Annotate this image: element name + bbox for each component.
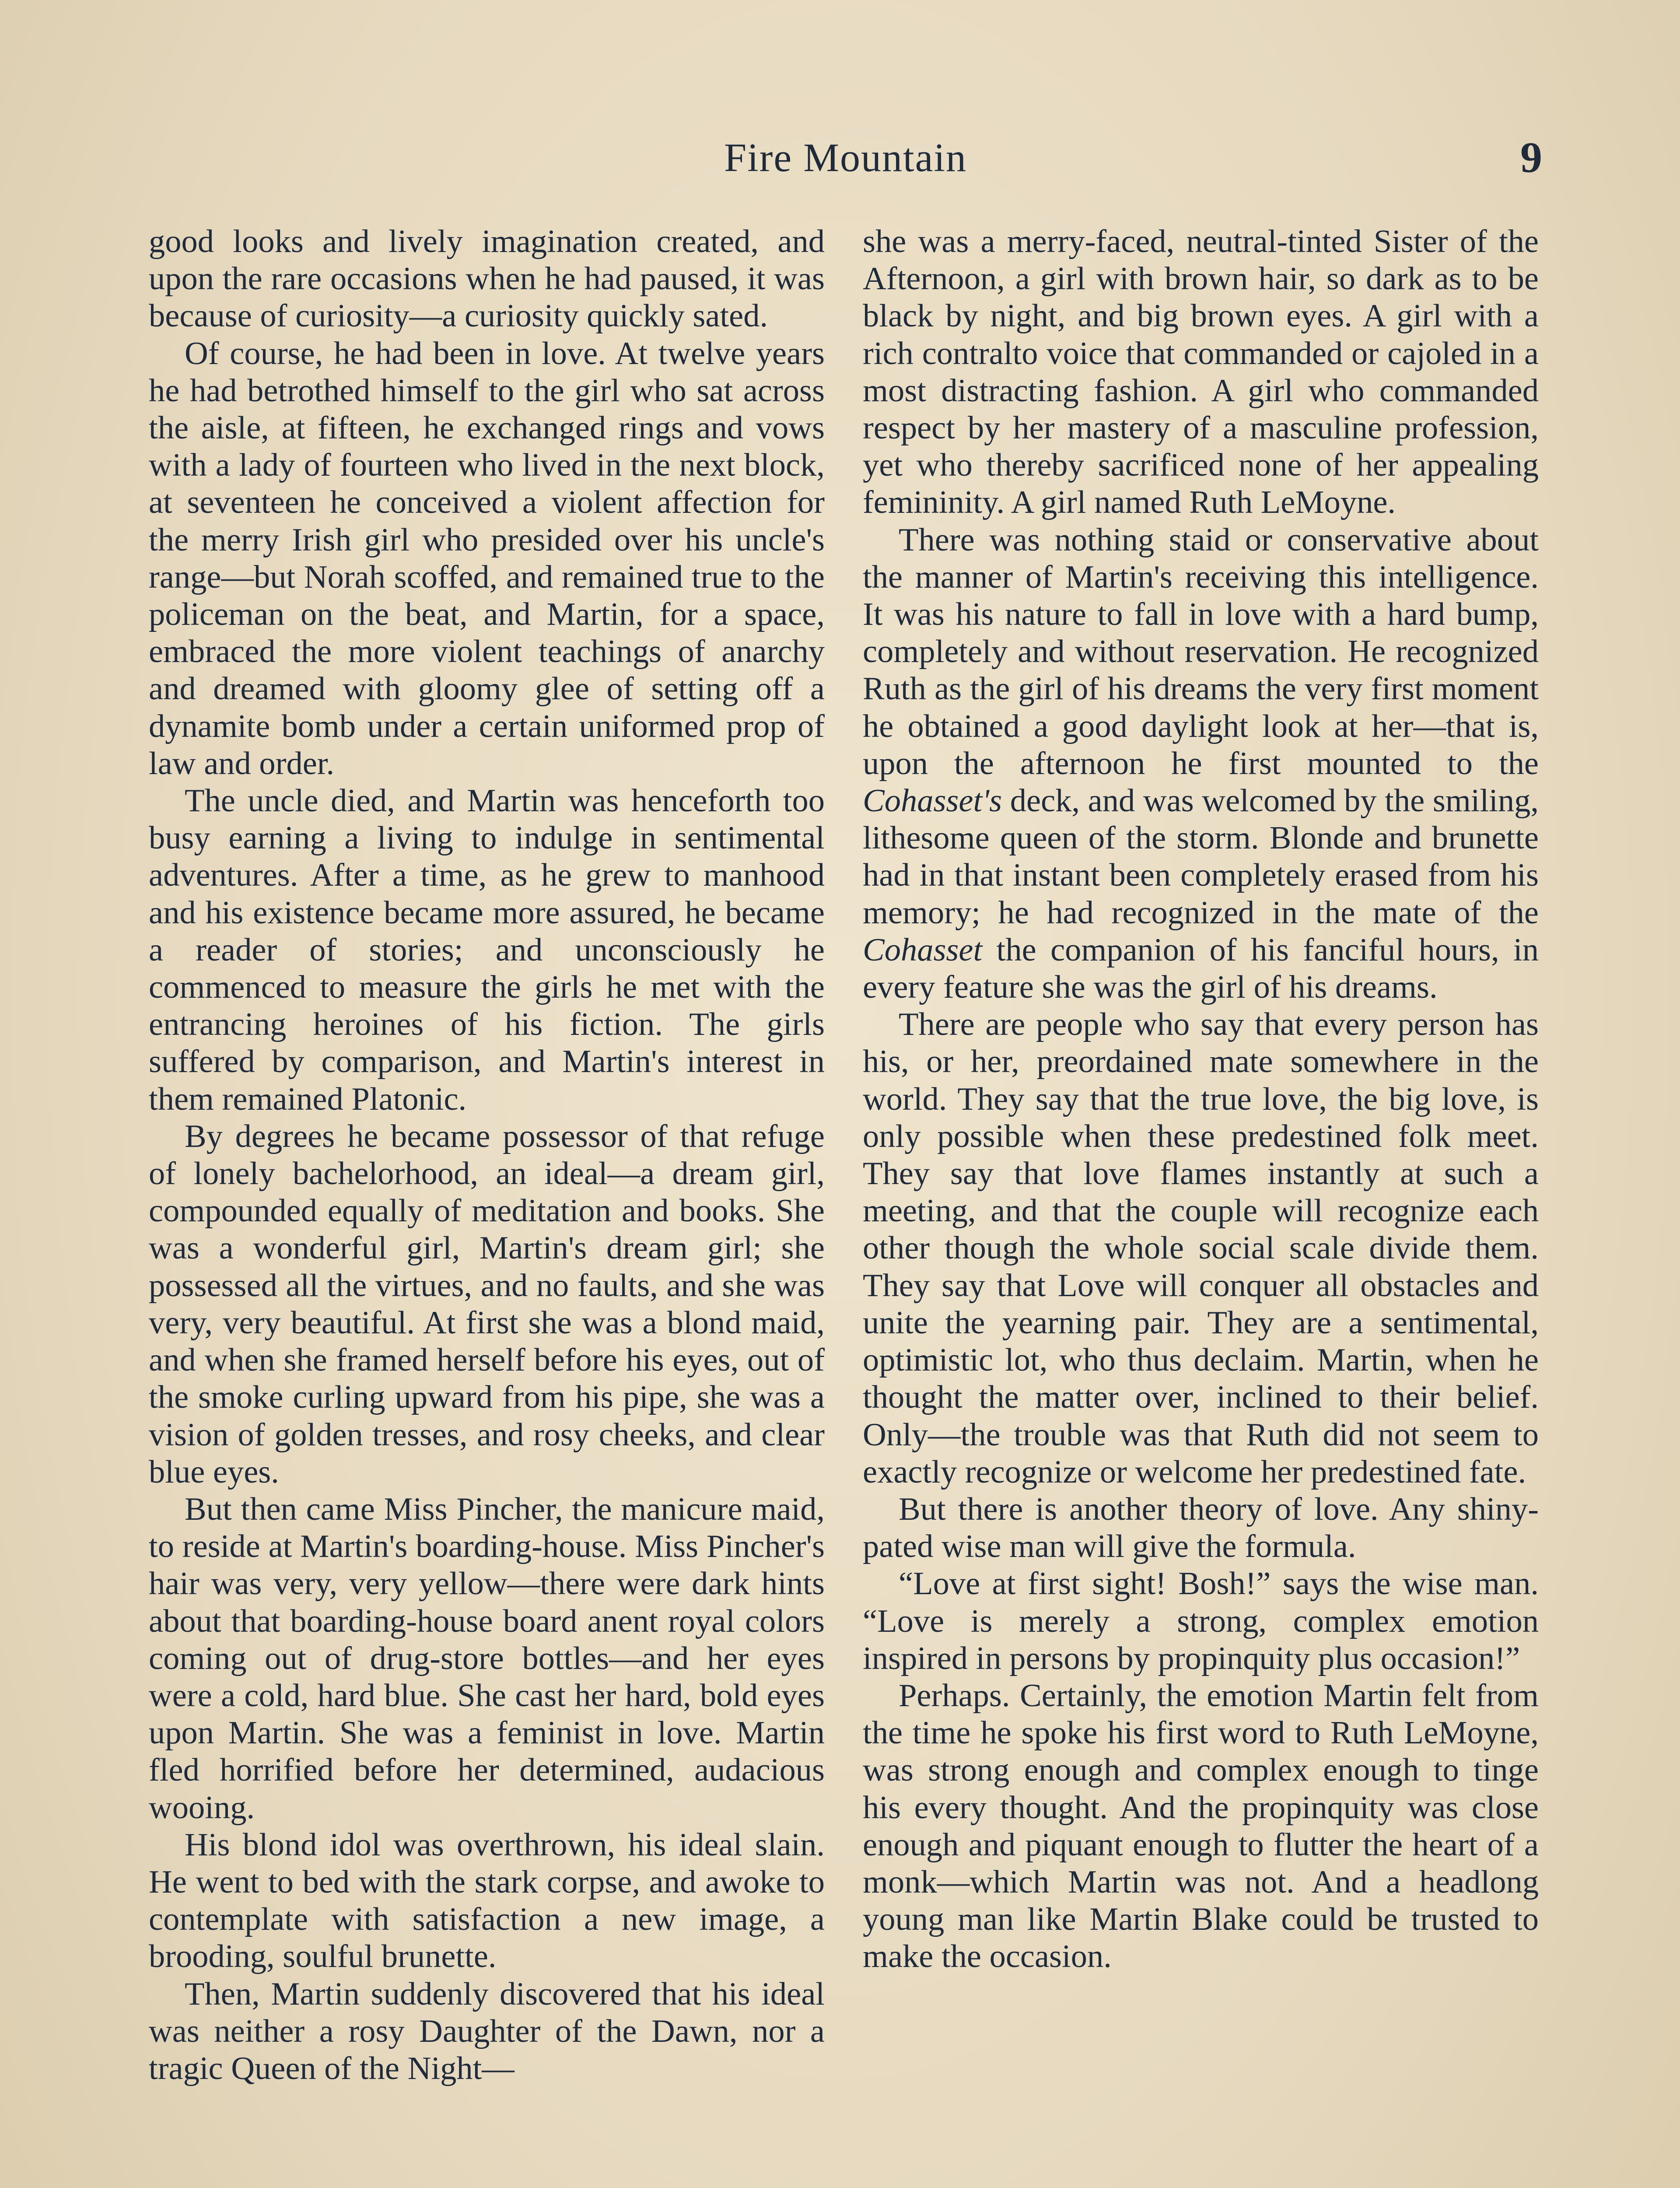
paragraph xyxy=(863,522,1539,1006)
paragraph: There are people who say that every person has his, or her, preordained mate somewhere in the world. They say that the true love, the big love, is only possible when these predestined folk meet. They say that love flames instantly at such a meeting, and that the couple will recognize each other though the whole social scale divide them. They say that Love will conquer all obstacles and unite the yearning pair. They are a sentimental, optimistic lot, who thus declaim. Martin, when he thought the matter over, inclined to their belief. Only—the trouble was that Ruth did not seem to exactly recognize or welcome her predestined fate. xyxy=(863,1006,1539,1490)
paragraph: The uncle died, and Martin was henceforth too busy earning a living to indulge in sentimental adventures. After a time, as he grew to manhood and his existence became more assured, he became a reader of stories; and unconsciously he commenced to measure the girls he met with the entrancing heroines of his fiction. The girls suffered by comparison, and Martin's interest in them remained Platonic. xyxy=(149,783,825,1117)
right-column xyxy=(863,223,1539,1976)
ship-name: Cohasset xyxy=(863,932,983,968)
paragraph: good looks and lively imagination created, and upon the rare occasions when he had paused, it was because of curiosity—a curiosity quickly sated. xyxy=(149,224,825,334)
left-column xyxy=(149,223,825,2087)
paragraph: By degrees he became possessor of that refuge of lonely bachelorhood, an ideal—a dream girl, compounded equally of meditation and books. She was a wonderful girl, Martin's dream girl; she possessed all the virtues, and no faults, and she was very, very beautiful. At first she was a blond maid, and when she framed herself before his eyes, out of the smoke curling upward from his pipe, she was a vision of golden tresses, and rosy cheeks, and clear blue eyes. xyxy=(149,1118,825,1490)
paragraph: But then came Miss Pincher, the manicure maid, to reside at Martin's boarding-house. Miss Pincher's hair was very, very yellow—there were dark hints about that boarding-house board anent royal colors coming out of drug-store bottles—and her eyes were a cold, hard blue. She cast her hard, bold eyes upon Martin. She was a feminist in love. Martin fled horrified before her determined, audacious wooing. xyxy=(149,1491,825,1826)
paragraph: His blond idol was overthrown, his ideal slain. He went to bed with the stark corpse, and awoke to contemplate with satisfaction a new image, a brooding, soulful brunette. xyxy=(149,1827,825,1975)
paragraph: But there is another theory of love. Any shiny-pated wise man will give the formula. xyxy=(863,1491,1539,1565)
paragraph: Perhaps. Certainly, the emotion Martin felt from the time he spoke his first word to Ruth LeMoyne, was strong enough and complex enough to tinge his every thought. And the propinquity was close enough and piquant enough to flutter the heart of a monk—which Martin was not. And a headlong young man like Martin Blake could be trusted to make the occasion. xyxy=(863,1677,1539,1975)
text-run: the companion of his fanciful hours, in every feature she was the girl of his dreams. xyxy=(863,932,1539,1006)
running-title: Fire Mountain xyxy=(724,135,967,180)
paragraph: Of course, he had been in love. At twelve years he had betrothed himself to the girl who sat across the aisle, at fifteen, he exchanged rings and vows with a lady of fourteen who lived in the next block, at seventeen he conceived a violent affection for the merry Irish girl who presided over his uncle's range—but Norah scoffed, and remained true to the policeman on the beat, and Martin, for a space, embraced the more violent teachings of anarchy and dreamed with gloomy glee of setting off a dynamite bomb under a certain uniformed prop of law and order. xyxy=(149,335,825,782)
page-header xyxy=(149,127,1542,188)
paragraph: she was a merry-faced, neutral-tinted Sister of the Afternoon, a girl with brown hair, so dark as to be black by night, and big brown eyes. A girl with a rich contralto voice that commanded or cajoled in a most distracting fashion. A girl who commanded respect by her mastery of a masculine profession, yet who thereby sacrificed none of her appealing femininity. A girl named Ruth LeMoyne. xyxy=(863,224,1539,521)
page-number: 9 xyxy=(1520,133,1542,182)
text-run: deck, and was welcomed by the smiling, lithesome queen of the storm. Blonde and brunette had in that instant been completely erased from his memory; he had recognized in the mate of the xyxy=(863,783,1539,931)
text-run: There was nothing staid or conservative about the manner of Martin's receiving this intelligence. It was his nature to fall in love with a hard bump, completely and without reservation. He recognized Ruth as the girl of his dreams the very first moment he obtained a good daylight look at her—that is, upon the afternoon he first mounted to the xyxy=(863,522,1539,782)
paragraph: “Love at first sight! Bosh!” says the wise man. “Love is merely a strong, complex emotion inspired in persons by propinquity plus occasion!” xyxy=(863,1566,1539,1676)
paragraph: Then, Martin suddenly discovered that his ideal was neither a rosy Daughter of the Dawn, nor a tragic Queen of the Night— xyxy=(149,1976,825,2086)
ship-name: Cohasset's xyxy=(863,783,1002,819)
